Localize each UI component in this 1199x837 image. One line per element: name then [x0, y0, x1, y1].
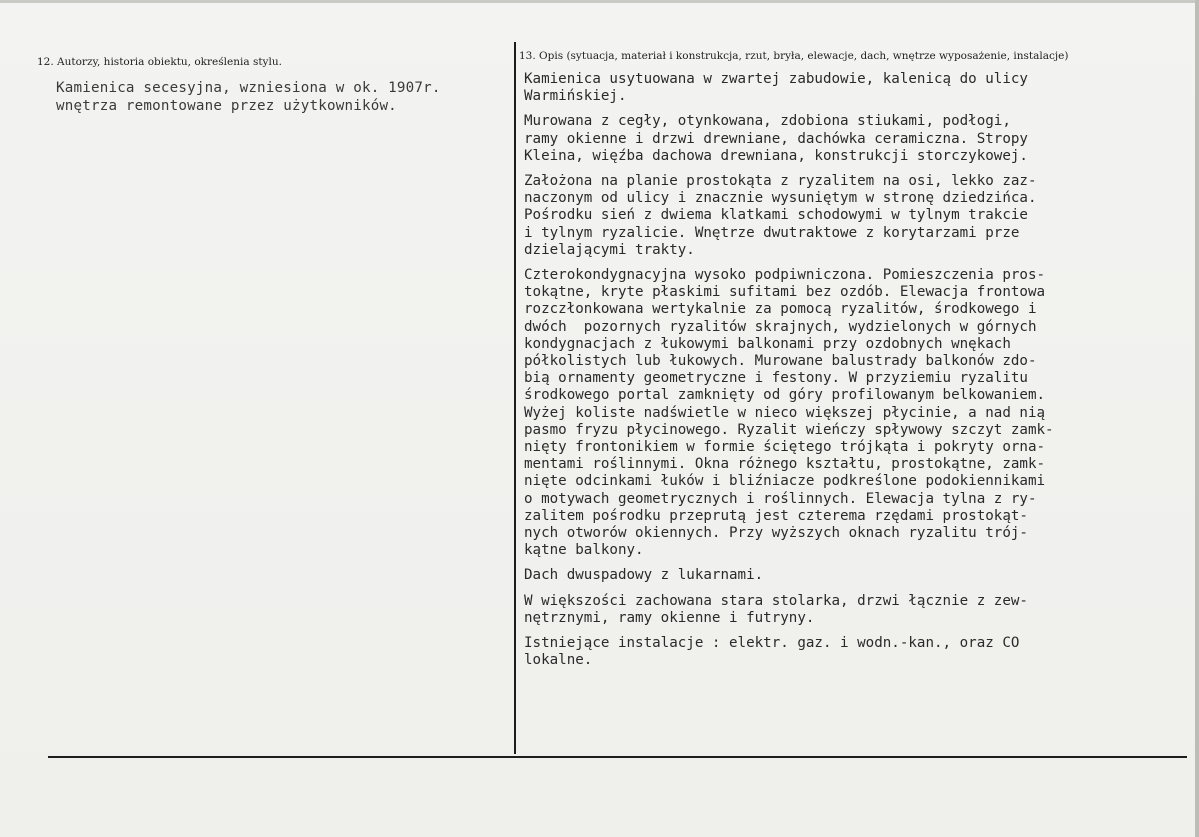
section-13-paragraph [524, 593, 1164, 627]
section-13-line: rozczłonkowana wertykalnie za pomocą ryzalitów, środkowego i [524, 301, 1037, 318]
section-13-line: nięty frontonikiem w formie ściętego trójkąta i pokryty orna- [524, 439, 1046, 456]
section-13-line: dzielającymi trakty. [524, 241, 695, 258]
section-12-line: Kamienica secesyjna, wzniesiona w ok. 1907r. [56, 80, 441, 96]
section-13-line: Kamienica usytuowana w zwartej zabudowie, kalenicą do ulicy [524, 71, 1028, 87]
section-13-paragraph [524, 635, 1164, 669]
section-13-line: zalitem pośrodku przeprutą jest czterema rzędami prostokąt- [524, 507, 1028, 524]
section-13-line: półkolistych lub łukowych. Murowane balustrady balkonów zdo- [524, 353, 1037, 370]
section-12-header: 12. Autorzy, historia obiektu, określenia stylu. [37, 56, 282, 68]
section-13-line: Pośrodku sień z dwiema klatkami schodowymi w tylnym trakcie [524, 207, 1028, 224]
page-top-edge [0, 0, 1199, 3]
column-divider [514, 42, 516, 754]
section-13-line: o motywach geometrycznych i roślinnych. Elewacja tylna z ry- [524, 490, 1037, 507]
section-13-line: nych otworów okiennych. Przy wyższych oknach ryzalitu trój- [524, 525, 1028, 542]
section-13-line: Założona na planie prostokąta z ryzalitem na osi, lekko zaz- [524, 173, 1037, 190]
section-13-line: lokalne. [524, 652, 593, 669]
section-13-paragraph [524, 567, 1164, 584]
section-13-line: nętrznymi, ramy okienne i futryny. [524, 609, 815, 626]
section-13-line: Warmińskiej. [524, 88, 627, 105]
section-13-content [524, 71, 1164, 678]
section-13-paragraph [524, 267, 1164, 559]
section-13-line: Czterokondygnacyjna wysoko podpiwniczona. Pomieszczenia pros- [524, 267, 1046, 284]
section-13-paragraph [524, 113, 1164, 165]
section-13-line: Murowana z cegły, otynkowana, zdobiona stiukami, podłogi, [524, 113, 1011, 130]
section-13-paragraph [524, 71, 1164, 105]
section-13-line: pasmo fryzu płycinowego. Ryzalit wieńczy spływowy szczyt zamk- [524, 421, 1054, 438]
section-13-line: tokątne, kryte płaskimi sufitami bez ozdób. Elewacja frontowa [524, 284, 1046, 301]
section-13-line: mentami roślinnymi. Okna różnego kształtu, prostokątne, zamk- [524, 456, 1046, 473]
section-13-line: Kleina, więźba dachowa drewniana, konstrukcji storczykowej. [524, 147, 1028, 164]
section-13-line: kondygnacjach z łukowymi balkonami przy ozdobnych wnękach [524, 335, 1011, 352]
section-13-line: środkowego portal zamknięty od góry profilowanym belkowaniem. [524, 387, 1046, 404]
section-13-line: Dach dwuspadowy z lukarnami. [524, 567, 764, 584]
section-13-line: bią ornamenty geometryczne i festony. W przyziemiu ryzalitu [524, 370, 1028, 387]
section-13-line: nięte odcinkami łuków i bliźniacze podkreślone podokiennikami [524, 473, 1046, 490]
section-13-line: Istniejące instalacje : elektr. gaz. i wodn.-kan., oraz CO [524, 635, 1020, 652]
section-12-line: wnętrza remontowane przez użytkowników. [56, 98, 397, 114]
section-13-header: 13. Opis (sytuacja, materiał i konstrukcja, rzut, bryła, elewacje, dach, wnętrze wyposażenie, instalacje) [519, 50, 1069, 62]
section-13-line: Wyżej koliste nadświetle w nieco większej płycinie, a nad nią [524, 404, 1046, 421]
section-13-line: W większości zachowana stara stolarka, drzwi łącznie z zew- [524, 592, 1028, 609]
section-13-line: naczonym od ulicy i znacznie wysuniętym w stronę dziedzińca. [524, 190, 1037, 207]
bottom-rule [48, 756, 1187, 758]
section-13-line: i tylnym ryzalicie. Wnętrze dwutraktowe z korytarzami prze [524, 224, 1020, 241]
page-right-edge [1195, 0, 1199, 837]
section-13-line: ramy okienne i drzwi drewniane, dachówka ceramiczna. Stropy [524, 130, 1028, 147]
section-13-line: dwóch pozornych ryzalitów skrajnych, wydzielonych w górnych [524, 318, 1037, 335]
section-13-line: kątne balkony. [524, 542, 644, 559]
section-13-paragraph [524, 173, 1164, 259]
section-12-content [56, 79, 516, 115]
